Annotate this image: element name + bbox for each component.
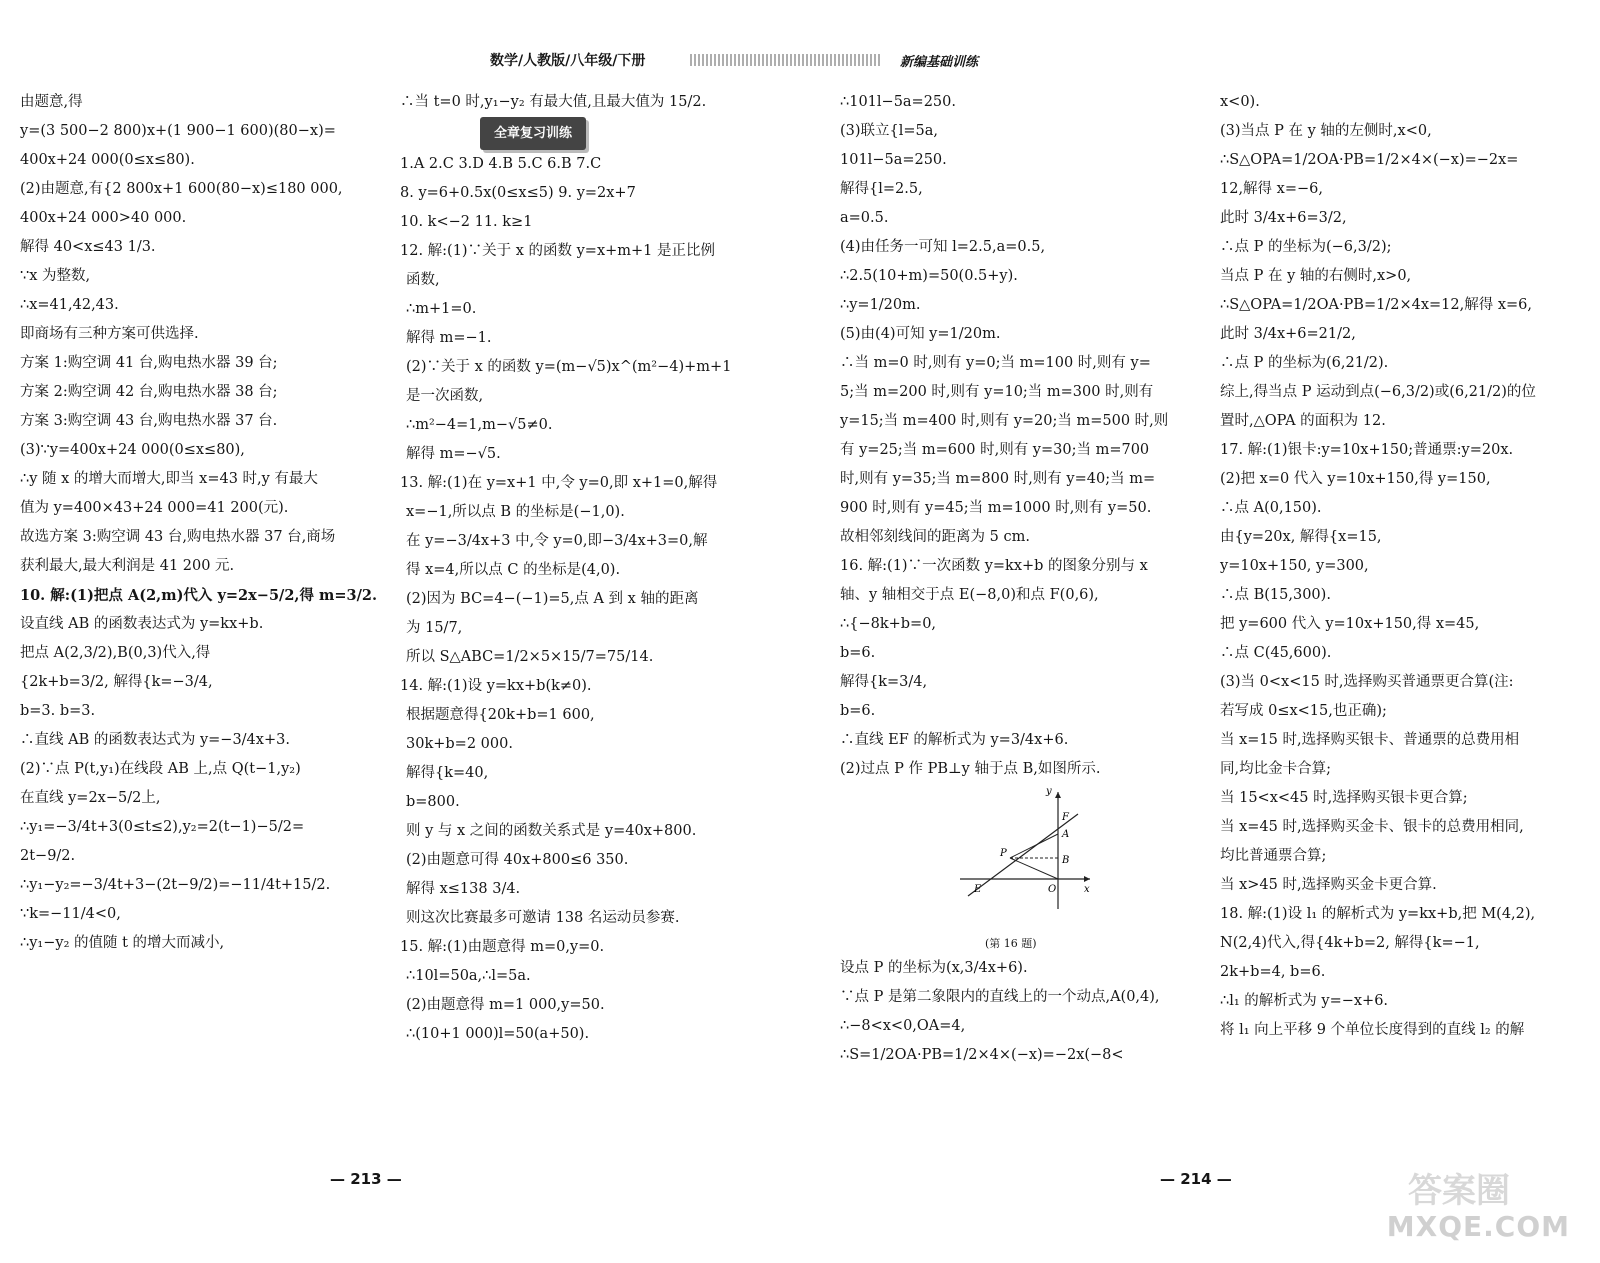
text-line: 得 x=4,所以点 C 的坐标是(4,0). <box>406 562 621 578</box>
figure-caption: (第 16 题) <box>985 937 1037 950</box>
question-10-line: 10. 解:(1)把点 A(2,m)代入 y=2x−5/2,得 m=3/2. <box>20 587 378 604</box>
text-line: ∴y₁=−3/4t+3(0≤t≤2),y₂=2(t−1)−5/2= <box>20 819 305 835</box>
text-line: (2)∵关于 x 的函数 y=(m−√5)x^(m²−4)+m+1 <box>406 359 732 375</box>
book-title: 数学/人教版/八年级/下册 <box>490 53 646 69</box>
section-tag-wrap <box>400 117 790 150</box>
column-3 <box>840 88 1190 1070</box>
segment-pa <box>1010 834 1058 858</box>
text-line: ∵点 P 是第二象限内的直线上的一个动点,A(0,4), <box>840 989 1160 1005</box>
text-line: ∴点 P 的坐标为(6,21/2). <box>1220 355 1389 371</box>
y-axis-arrow <box>1055 792 1061 798</box>
text-line: ∴S△OPA=1/2OA·PB=1/2×4×(−x)=−2x= <box>1220 152 1519 168</box>
text-line: 即商场有三种方案可供选择. <box>20 326 199 342</box>
text-line: 所以 S△ABC=1/2×5×15/7=75/14. <box>406 649 654 665</box>
text-line: ∴m²−4=1,m−√5≠0. <box>406 417 553 433</box>
text-line: ∴m+1=0. <box>406 301 477 317</box>
text-line: 由题意,得 <box>20 94 83 110</box>
text-line: 在 y=−3/4x+3 中,令 y=0,即−3/4x+3=0,解 <box>406 533 708 549</box>
text-line: b=800. <box>406 794 460 810</box>
column-1 <box>20 88 378 958</box>
text-line: (2)过点 P 作 PB⊥y 轴于点 B,如图所示. <box>840 761 1101 777</box>
text-line: 13. 解:(1)在 y=x+1 中,令 y=0,即 x+1=0,解得 <box>400 475 718 491</box>
text-line: ∴10l=50a,∴l=5a. <box>406 968 531 984</box>
text-line: 400x+24 000>40 000. <box>20 210 187 226</box>
text-line: ∴点 P 的坐标为(−6,3/2); <box>1220 239 1392 255</box>
text-line: ∴{−8k+b=0, <box>840 616 937 632</box>
page-number-left: — 213 — <box>330 1170 402 1188</box>
text-line: 故相邻刻线间的距离为 5 cm. <box>840 529 1030 545</box>
text-line: ∴当 m=0 时,则有 y=0;当 m=100 时,则有 y= <box>840 355 1151 371</box>
text-line: 当 x>45 时,选择购买金卡更合算. <box>1220 877 1437 893</box>
text-line: 12,解得 x=−6, <box>1220 181 1323 197</box>
text-line: {2k+b=3/2, 解得{k=−3/4, <box>20 674 213 690</box>
text-line: (2)由题意得 m=1 000,y=50. <box>406 997 605 1013</box>
text-line: 1.A 2.C 3.D 4.B 5.C 6.B 7.C <box>400 156 602 172</box>
text-line: 函数, <box>406 272 440 288</box>
text-line: y=(3 500−2 800)x+(1 900−1 600)(80−x)= <box>20 123 336 139</box>
text-line: x=−1,所以点 B 的坐标是(−1,0). <box>406 504 625 520</box>
text-line: 设直线 AB 的函数表达式为 y=kx+b. <box>20 616 264 632</box>
text-line: 此时 3/4x+6=21/2, <box>1220 326 1356 342</box>
text-line: ∴S△OPA=1/2OA·PB=1/2×4x=12,解得 x=6, <box>1220 297 1532 313</box>
text-line: 方案 1:购空调 41 台,购电热水器 39 台; <box>20 355 278 371</box>
text-line: 解得 m=−√5. <box>406 446 501 462</box>
label-f: F <box>1062 812 1069 823</box>
text-line: N(2,4)代入,得{4k+b=2, 解得{k=−1, <box>1220 935 1480 951</box>
text-line: 17. 解:(1)银卡:y=10x+150;普通票:y=20x. <box>1220 442 1514 458</box>
text-line: 900 时,则有 y=45;当 m=1000 时,则有 y=50. <box>840 500 1152 516</box>
text-line: (3)∵y=400x+24 000(0≤x≤80), <box>20 442 245 458</box>
text-line: ∴y 随 x 的增大而增大,即当 x=43 时,y 有最大 <box>20 471 318 487</box>
label-x: x <box>1084 884 1090 895</box>
text-line: 15. 解:(1)由题意得 m=0,y=0. <box>400 939 605 955</box>
text-line: 解得 m=−1. <box>406 330 492 346</box>
text-line: 当点 P 在 y 轴的右侧时,x>0, <box>1220 268 1412 284</box>
text-line: 值为 y=400×43+24 000=41 200(元). <box>20 500 289 516</box>
text-line: 根据题意得{20k+b=1 600, <box>406 707 595 723</box>
text-line: ∴−8<x<0,OA=4, <box>840 1018 966 1034</box>
text-line: 此时 3/4x+6=3/2, <box>1220 210 1347 226</box>
watermark-logo: 答案圈 <box>1408 1171 1510 1211</box>
text-line: 时,则有 y=35;当 m=800 时,则有 y=40;当 m= <box>840 471 1156 487</box>
text-line: 12. 解:(1)∵关于 x 的函数 y=x+m+1 是正比例 <box>400 243 715 259</box>
text-line: 置时,△OPA 的面积为 12. <box>1220 413 1386 429</box>
text-line: 由{y=20x, 解得{x=15, <box>1220 529 1382 545</box>
text-line: ∴y₁−y₂=−3/4t+3−(2t−9/2)=−11/4t+15/2. <box>20 877 331 893</box>
text-line: ∴点 B(15,300). <box>1220 587 1331 603</box>
text-line: 设点 P 的坐标为(x,3/4x+6). <box>840 960 1028 976</box>
text-line: ∴点 A(0,150). <box>1220 500 1322 516</box>
text-line: ∴(10+1 000)l=50(a+50). <box>406 1026 590 1042</box>
label-o: O <box>1048 884 1057 895</box>
text-line: 解得 x≤138 3/4. <box>406 881 521 897</box>
label-e: E <box>974 884 982 895</box>
text-line: 当 x=45 时,选择购买金卡、银卡的总费用相同, <box>1220 819 1524 835</box>
text-line: ∴x=41,42,43. <box>20 297 119 313</box>
text-line: a=0.5. <box>840 210 889 226</box>
text-line: 8. y=6+0.5x(0≤x≤5) 9. y=2x+7 <box>400 185 636 201</box>
text-line: 把 y=600 代入 y=10x+150,得 x=45, <box>1220 616 1480 632</box>
text-line: 101l−5a=250. <box>840 152 947 168</box>
x-axis-arrow <box>1084 876 1090 882</box>
text-line: ∴l₁ 的解析式为 y=−x+6. <box>1220 993 1389 1009</box>
text-line: ∵k=−11/4<0, <box>20 906 121 922</box>
text-line: 故选方案 3:购空调 43 台,购电热水器 37 台,商场 <box>20 529 336 545</box>
text-line: 若写成 0≤x<15,也正确); <box>1220 703 1387 719</box>
text-line: (5)由(4)可知 y=1/20m. <box>840 326 1001 342</box>
text-line: 解得{l=2.5, <box>840 181 923 197</box>
text-line: ∴y₁−y₂ 的值随 t 的增大而减小, <box>20 935 225 951</box>
text-line: 把点 A(2,3/2),B(0,3)代入,得 <box>20 645 211 661</box>
text-line: ∴101l−5a=250. <box>840 94 956 110</box>
text-line: 为 15/7, <box>406 620 463 636</box>
text-line: ∴当 t=0 时,y₁−y₂ 有最大值,且最大值为 15/2. <box>400 94 707 110</box>
label-b: B <box>1062 855 1070 866</box>
text-line: 则 y 与 x 之间的函数关系式是 y=40x+800. <box>406 823 697 839</box>
text-line: b=6. <box>840 645 876 661</box>
text-line: 2k+b=4, b=6. <box>1220 964 1326 980</box>
figure-16 <box>950 784 1100 934</box>
text-line: 10. k<−2 11. k≥1 <box>400 214 533 230</box>
watermark-site: MXQE.COM <box>1386 1210 1570 1243</box>
text-line: (2)由题意,有{2 800x+1 600(80−x)≤180 000, <box>20 181 343 197</box>
text-line: (4)由任务一可知 l=2.5,a=0.5, <box>840 239 1046 255</box>
label-y: y <box>1046 786 1052 797</box>
text-line: 解得{k=40, <box>406 765 489 781</box>
text-line: (2)把 x=0 代入 y=10x+150,得 y=150, <box>1220 471 1491 487</box>
section-tag: 全章复习训练 <box>480 117 586 150</box>
text-line: 将 l₁ 向上平移 9 个单位长度得到的直线 l₂ 的解 <box>1220 1022 1525 1038</box>
text-line: ∴S=1/2OA·PB=1/2×4×(−x)=−2x(−8< <box>840 1047 1124 1063</box>
text-line: 18. 解:(1)设 l₁ 的解析式为 y=kx+b,把 M(4,2), <box>1220 906 1536 922</box>
text-line: 在直线 y=2x−5/2上, <box>20 790 161 806</box>
text-line: ∵x 为整数, <box>20 268 91 284</box>
text-line: x<0). <box>1220 94 1260 110</box>
text-line: 方案 2:购空调 42 台,购电热水器 38 台; <box>20 384 278 400</box>
text-line: ∴直线 EF 的解析式为 y=3/4x+6. <box>840 732 1069 748</box>
text-line: 解得 40<x≤43 1/3. <box>20 239 156 255</box>
text-line: (3)当 0<x<15 时,选择购买普通票更合算(注: <box>1220 674 1514 690</box>
column-2 <box>400 88 790 1049</box>
text-line: 16. 解:(1)∵一次函数 y=kx+b 的图象分别与 x <box>840 558 1148 574</box>
text-line: 均比普通票合算; <box>1220 848 1327 864</box>
text-line: 14. 解:(1)设 y=kx+b(k≠0). <box>400 678 592 694</box>
text-line: y=10x+150, y=300, <box>1220 558 1369 574</box>
book-brand: 新编基础训练 <box>900 55 979 70</box>
text-line: b=3. b=3. <box>20 703 96 719</box>
text-line: 30k+b=2 000. <box>406 736 513 752</box>
text-line: 当 15<x<45 时,选择购买银卡更合算; <box>1220 790 1468 806</box>
column-4 <box>1220 88 1590 1045</box>
segment-po <box>1010 858 1058 879</box>
text-line: 当 x=15 时,选择购买银卡、普通票的总费用相 <box>1220 732 1520 748</box>
text-line: 轴、y 轴相交于点 E(−8,0)和点 F(0,6), <box>840 587 1099 603</box>
text-line: 2t−9/2. <box>20 848 76 864</box>
figure-16-diagram <box>950 784 1100 914</box>
text-line: 方案 3:购空调 43 台,购电热水器 37 台. <box>20 413 278 429</box>
header-decoration <box>690 54 880 66</box>
text-line: y=15;当 m=400 时,则有 y=20;当 m=500 时,则 <box>840 413 1169 429</box>
text-line: (3)当点 P 在 y 轴的左侧时,x<0, <box>1220 123 1432 139</box>
text-line: (2)因为 BC=4−(−1)=5,点 A 到 x 轴的距离 <box>406 591 699 607</box>
text-line: ∴点 C(45,600). <box>1220 645 1332 661</box>
label-p: P <box>1000 848 1007 859</box>
text-line: 综上,得当点 P 运动到点(−6,3/2)或(6,21/2)的位 <box>1220 384 1536 400</box>
text-line: (2)由题意可得 40x+800≤6 350. <box>406 852 629 868</box>
text-line: (3)联立{l=5a, <box>840 123 939 139</box>
watermark <box>1340 1163 1570 1243</box>
text-line: ∴y=1/20m. <box>840 297 921 313</box>
label-a: A <box>1062 829 1070 840</box>
text-line: ∴直线 AB 的函数表达式为 y=−3/4x+3. <box>20 732 290 748</box>
text-line: (2)∵点 P(t,y₁)在线段 AB 上,点 Q(t−1,y₂) <box>20 761 301 777</box>
page-header <box>470 44 1030 74</box>
text-line: 则这次比赛最多可邀请 138 名运动员参赛. <box>406 910 680 926</box>
text-line: 解得{k=3/4, <box>840 674 928 690</box>
text-line: 5;当 m=200 时,则有 y=10;当 m=300 时,则有 <box>840 384 1154 400</box>
text-line: 同,均比金卡合算; <box>1220 761 1331 777</box>
text-line: b=6. <box>840 703 876 719</box>
text-line: 有 y=25;当 m=600 时,则有 y=30;当 m=700 <box>840 442 1150 458</box>
text-line: 400x+24 000(0≤x≤80). <box>20 152 195 168</box>
text-line: 获利最大,最大利润是 41 200 元. <box>20 558 235 574</box>
text-line: 是一次函数, <box>406 388 484 404</box>
page-number-right: — 214 — <box>1160 1170 1232 1188</box>
text-line: ∴2.5(10+m)=50(0.5+y). <box>840 268 1018 284</box>
